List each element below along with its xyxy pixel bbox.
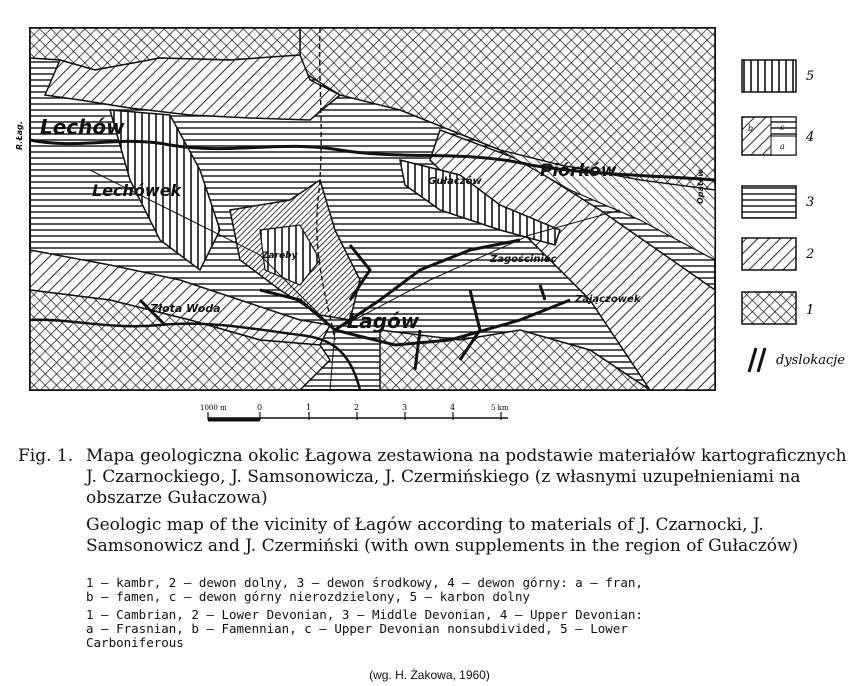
legend-english-line3: Carboniferous xyxy=(86,635,184,650)
legend-key-2: 2 xyxy=(806,247,815,262)
place-lechowek: Lechówek xyxy=(92,181,182,200)
place-zagoscieniec: Zagościniec xyxy=(490,254,557,265)
legend-key-1: 1 xyxy=(806,303,815,318)
figure-caption xyxy=(18,446,853,557)
map-legend xyxy=(742,60,845,372)
place-zareby: Zaręby xyxy=(262,251,298,261)
legend-swatch-5 xyxy=(742,60,796,92)
scale-label-5km: 5 km xyxy=(491,404,509,412)
figure-label: Fig. 1. xyxy=(18,446,74,466)
place-gulaczow: Gułaczów xyxy=(428,176,482,187)
scale-label-1000m: 1000 m xyxy=(200,404,227,412)
legend-dislocation-symbol xyxy=(749,348,765,372)
place-lechow: Lechów xyxy=(40,115,125,139)
svg-text:b: b xyxy=(748,124,754,133)
place-piorkow: Piórków xyxy=(540,161,617,181)
legend-key-5: 5 xyxy=(806,69,815,84)
legend-english-line2: a — Frasnian, b — Famennian, c — Upper Devonian nonsubdivided, 5 — Lower xyxy=(86,621,628,636)
legend-polish-line2: b — famen, c — dewon górny nierozdzielony, 5 — karbon dolny xyxy=(86,589,531,604)
legend-description xyxy=(86,576,846,654)
label-river-right: Opatów xyxy=(696,169,705,204)
place-zajaczowek: Zajączowek xyxy=(575,294,641,305)
scale-label-0: 0 xyxy=(257,403,263,412)
scale-label-2: 2 xyxy=(354,403,360,412)
place-lagow: Łagów xyxy=(346,309,420,333)
legend-swatch-4 xyxy=(742,117,796,155)
scale-bar xyxy=(200,403,509,420)
legend-key-3: 3 xyxy=(806,195,815,210)
caption-english: Geologic map of the vicinity of Łagów according to materials of J. Czarnocki, J. Samsonowicz and J. Czermiński (with own supplements in the region of Gułaczów) xyxy=(86,515,799,556)
source-credit: (wg. H. Żakowa, 1960) xyxy=(369,668,490,682)
scale-label-4: 4 xyxy=(450,403,456,412)
legend-english-line1: 1 — Cambrian, 2 — Lower Devonian, 3 — Middle Devonian, 4 — Upper Devonian: xyxy=(86,607,643,622)
legend-swatch-2 xyxy=(742,238,796,270)
scale-label-3: 3 xyxy=(402,403,408,412)
legend-key-4: 4 xyxy=(806,130,815,145)
scale-label-1: 1 xyxy=(306,403,312,412)
svg-text:a: a xyxy=(780,142,785,151)
place-zlota-woda: Złota Woda xyxy=(150,302,221,315)
legend-dislocation-label: dyslokacje xyxy=(776,353,845,368)
legend-polish-line1: 1 — kambr, 2 — dewon dolny, 3 — dewon środkowy, 4 — dewon górny: a — fran, xyxy=(86,575,643,590)
svg-text:c: c xyxy=(780,123,785,132)
legend-swatch-3 xyxy=(742,186,796,218)
label-river-left: R.Łag. xyxy=(15,121,24,150)
legend-swatch-1 xyxy=(742,292,796,324)
caption-polish: Mapa geologiczna okolic Łagowa zestawiona na podstawie materiałów kartograficznych J. Czarnockiego, J. Samsonowicza, J. Czermińskiego (z własnymi uzupełnieniami na obszarze Gułaczowa) xyxy=(86,446,847,508)
